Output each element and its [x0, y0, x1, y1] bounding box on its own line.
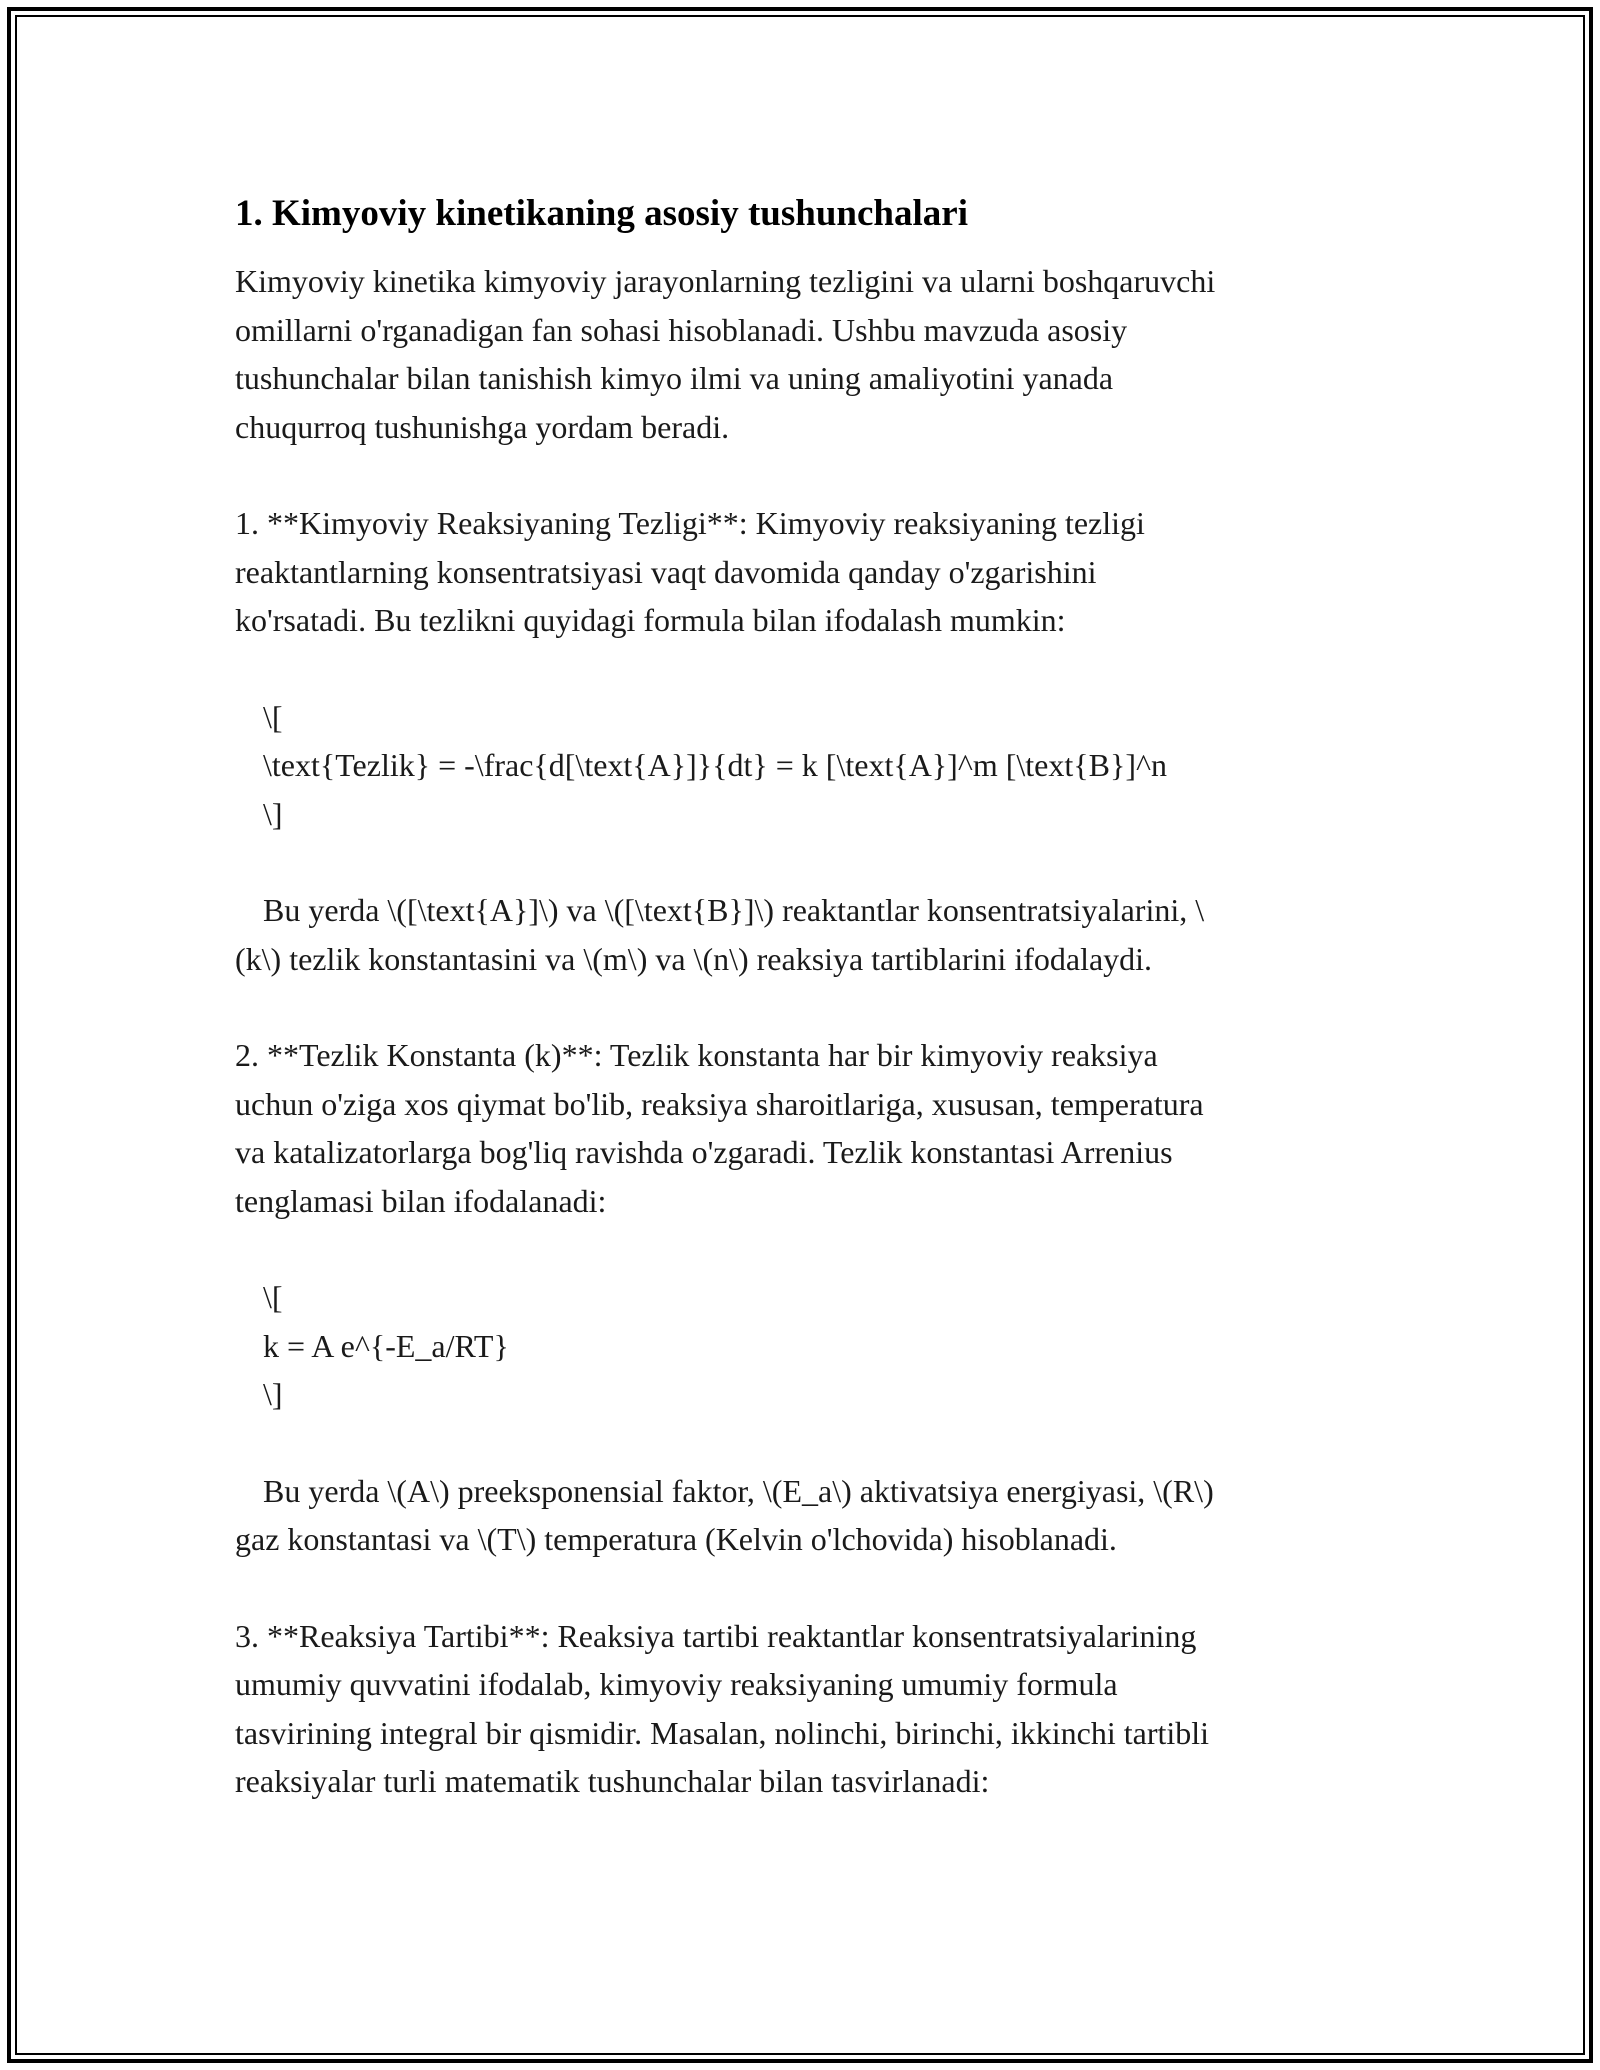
item-2-paragraph: 2. **Tezlik Konstanta (k)**: Tezlik konstanta har bir kimyoviy reaksiya uchun o'ziga xos qiymat bo'lib, reaksiya sharoitlariga, xususan, temperatura va katalizatorlarga bog'liq ravishda o'zgaradi. Tezlik konstantasi Arrenius tenglamasi bilan ifodalanadi: [235, 1037, 1204, 1219]
intro-paragraph: Kimyoviy kinetika kimyoviy jarayonlarning tezligini va ularni boshqaruvchi omillarni o'rganadigan fan sohasi hisoblanadi. Ushbu mavzuda asosiy tushunchalar bilan tanishish kimyo ilmi va uning amaliyotini yanada chuqurroq tushunishga yordam beradi. [235, 263, 1216, 445]
item-1-formula: \[ \text{Tezlik} = -\frac{d[\text{A}]}{dt} = k [\text{A}]^m [\text{B}]^n \] [263, 698, 1167, 832]
item-3-paragraph: 3. **Reaksiya Tartibi**: Reaksiya tartibi reaktantlar konsentratsiyalarining umumiy quvvatini ifodalab, kimyoviy reaksiyaning umumiy formula tasvirining integral bir qismidir. Masalan, nolinchi, birinchi, ikkinchi tartibli reaksiyalar turli matematik tushunchalar bilan tasvirlanadi: [235, 1617, 1210, 1799]
item-1-note: Bu yerda \([\text{A}]\) va \([\text{B}]\) reaktantlar konsentratsiyalarini, \ (k\) tezlik konstantasini va \(m\) va \(n\) reaksiya tartiblarini ifodalaydi. [235, 892, 1205, 977]
item-2-formula: \[ k = A e^{-E_a/RT} \] [263, 1279, 509, 1412]
item-1-paragraph: 1. **Kimyoviy Reaksiyaning Tezligi**: Kimyoviy reaksiyaning tezligi reaktantlarning konsentratsiyasi vaqt davomida qanday o'zgarishini ko'rsatadi. Bu tezlikni quyidagi formula bilan ifodalash mumkin: [235, 505, 1145, 638]
document-body [235, 186, 1365, 1806]
item-2-note: Bu yerda \(A\) preeksponensial faktor, \(E_a\) aktivatsiya energiyasi, \(R\) gaz konstantasi va \(T\) temperatura (Kelvin o'lchovida) hisoblanadi. [235, 1472, 1214, 1557]
section-heading: 1. Kimyoviy kinetikaning asosiy tushunchalari [235, 193, 968, 234]
